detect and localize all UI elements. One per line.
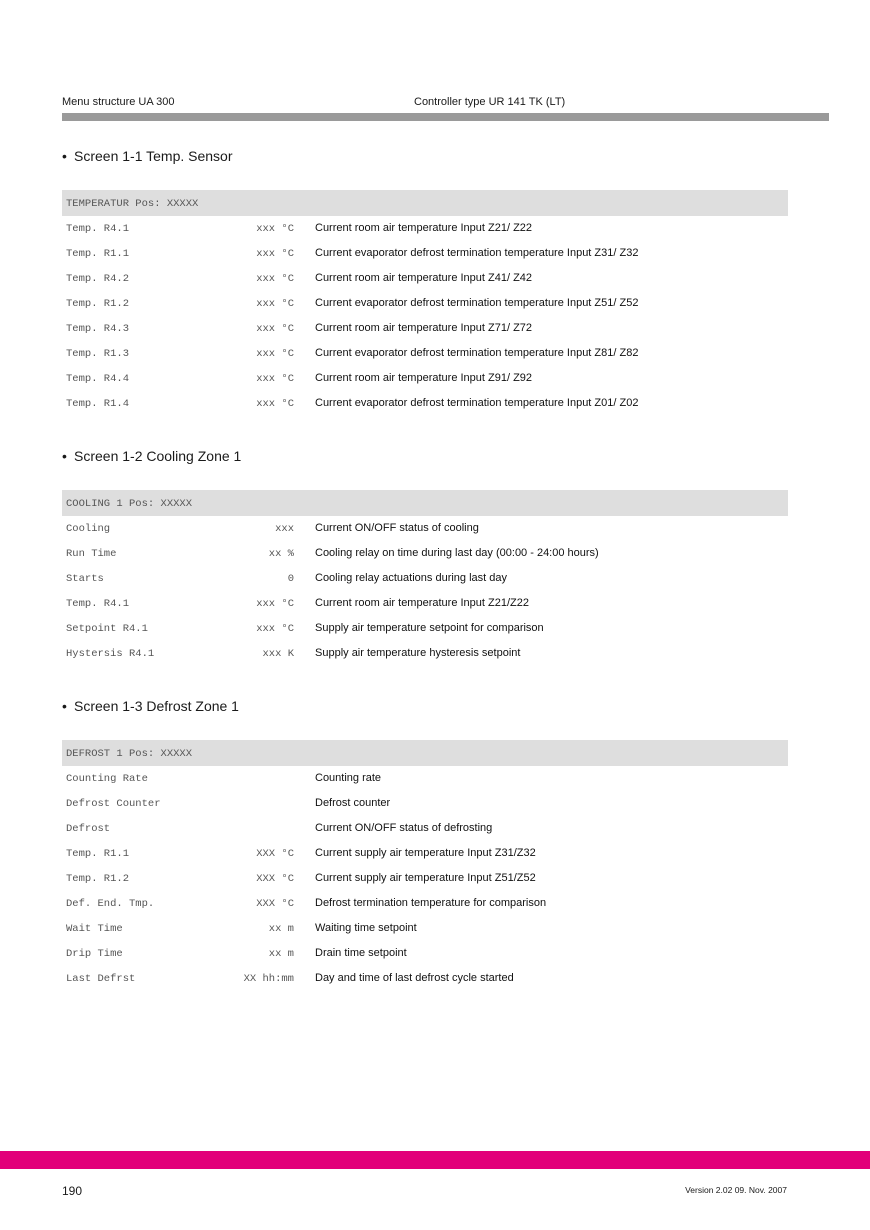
param-description: Current supply air temperature Input Z31/Z32: [315, 847, 536, 859]
param-label: Temp. R1.1: [66, 248, 130, 260]
param-value: xxx: [275, 523, 294, 535]
param-description: Current room air temperature Input Z21/ Z22: [315, 222, 533, 234]
param-description: Supply air temperature setpoint for comparison: [315, 622, 544, 634]
param-value: xxx °C: [256, 348, 294, 360]
param-description: Cooling relay actuations during last day: [315, 572, 508, 584]
table-row: [62, 766, 788, 791]
screen-header: TEMPERATUR Pos: XXXXX: [62, 190, 788, 216]
param-description: Defrost counter: [315, 797, 391, 809]
table-row: [62, 241, 788, 266]
table-row: [62, 516, 788, 541]
section-title-text: Screen 1-1 Temp. Sensor: [74, 148, 233, 164]
param-description: Current supply air temperature Input Z51/Z52: [315, 872, 536, 884]
param-label: Drip Time: [66, 948, 123, 960]
param-description: Current evaporator defrost termination temperature Input Z51/ Z52: [315, 297, 639, 309]
param-description: Current room air temperature Input Z41/ Z42: [315, 272, 533, 284]
section-title-text: Screen 1-2 Cooling Zone 1: [74, 448, 242, 464]
param-label: Temp. R4.1: [66, 223, 130, 235]
bullet-icon: •: [62, 698, 67, 714]
table-row: [62, 541, 788, 566]
param-value: XXX °C: [256, 873, 294, 885]
param-value: XX hh:mm: [243, 973, 294, 985]
screen-header: COOLING 1 Pos: XXXXX: [62, 490, 788, 516]
section-title: [62, 446, 788, 466]
section-title-text: Screen 1-3 Defrost Zone 1: [74, 698, 239, 714]
param-label: Run Time: [66, 548, 117, 560]
table-row: [62, 791, 788, 816]
param-label: Hystersis R4.1: [66, 648, 155, 660]
table-row: [62, 216, 788, 241]
param-label: Setpoint R4.1: [66, 623, 148, 635]
section-temp-sensor: [62, 146, 788, 416]
table-row: [62, 841, 788, 866]
param-description: Current ON/OFF status of defrosting: [315, 822, 493, 834]
header-doc-title: Menu structure UA 300: [62, 96, 175, 108]
param-description: Current evaporator defrost termination temperature Input Z81/ Z82: [315, 347, 639, 359]
header-controller-type: Controller type UR 141 TK (LT): [414, 96, 566, 108]
param-description: Drain time setpoint: [315, 947, 407, 959]
table-row: [62, 291, 788, 316]
param-value: xxx °C: [256, 248, 294, 260]
table-row: [62, 391, 788, 416]
param-description: Current ON/OFF status of cooling: [315, 522, 479, 534]
table-row: [62, 366, 788, 391]
param-value: XXX °C: [256, 848, 294, 860]
param-label: Cooling: [66, 523, 111, 535]
param-label: Def. End. Tmp.: [66, 898, 155, 910]
table-row: [62, 916, 788, 941]
param-value: xxx °C: [256, 273, 294, 285]
param-description: Current evaporator defrost termination temperature Input Z01/ Z02: [315, 397, 639, 409]
param-description: Counting rate: [315, 772, 382, 784]
param-value: xx m: [268, 923, 294, 935]
header-divider: [62, 113, 829, 121]
param-label: Temp. R4.3: [66, 323, 130, 335]
param-value: xxx °C: [256, 373, 294, 385]
table-row: [62, 941, 788, 966]
param-description: Supply air temperature hysteresis setpoint: [315, 647, 521, 659]
table-row: [62, 591, 788, 616]
param-label: Temp. R4.2: [66, 273, 130, 285]
table-row: [62, 816, 788, 841]
param-label: Last Defrst: [66, 973, 136, 985]
param-label: Starts: [66, 573, 104, 585]
param-label: Counting Rate: [66, 773, 148, 785]
param-value: xxx °C: [256, 623, 294, 635]
param-label: Temp. R1.2: [66, 298, 130, 310]
param-description: Cooling relay on time during last day (00:00 - 24:00 hours): [315, 547, 599, 559]
bullet-icon: •: [62, 448, 67, 464]
param-value: xxx °C: [256, 598, 294, 610]
footer-accent-bar: [0, 1151, 870, 1169]
param-label: Temp. R1.3: [66, 348, 130, 360]
page-number: 190: [62, 1184, 83, 1198]
section-cooling-zone: [62, 446, 788, 666]
table-row: [62, 266, 788, 291]
param-value: xx m: [268, 948, 294, 960]
param-value: xxx °C: [256, 323, 294, 335]
param-label: Temp. R4.1: [66, 598, 130, 610]
param-value: XXX °C: [256, 898, 294, 910]
param-value: xxx °C: [256, 298, 294, 310]
param-label: Defrost Counter: [66, 798, 161, 810]
param-value: 0: [287, 573, 294, 585]
param-label: Temp. R4.4: [66, 373, 130, 385]
param-value: xxx °C: [256, 223, 294, 235]
table-row: [62, 341, 788, 366]
param-description: Current evaporator defrost termination temperature Input Z31/ Z32: [315, 247, 639, 259]
param-label: Wait Time: [66, 923, 123, 935]
param-description: Day and time of last defrost cycle started: [315, 972, 514, 984]
table-row: [62, 616, 788, 641]
section-title: [62, 146, 788, 166]
param-description: Defrost termination temperature for comparison: [315, 897, 547, 909]
bullet-icon: •: [62, 148, 67, 164]
section-defrost-zone: [62, 696, 788, 991]
param-value: xx %: [268, 548, 294, 560]
table-row: [62, 866, 788, 891]
param-label: Temp. R1.1: [66, 848, 130, 860]
param-value: xxx °C: [256, 398, 294, 410]
table-row: [62, 566, 788, 591]
screen-header: DEFROST 1 Pos: XXXXX: [62, 740, 788, 766]
table-row: [62, 966, 788, 991]
param-description: Current room air temperature Input Z21/Z22: [315, 597, 529, 609]
param-value: xxx K: [262, 648, 294, 660]
param-label: Temp. R1.2: [66, 873, 130, 885]
table-row: [62, 316, 788, 341]
section-title: [62, 696, 788, 716]
version-date: Version 2.02 09. Nov. 2007: [685, 1185, 787, 1195]
table-row: [62, 641, 788, 666]
param-label: Defrost: [66, 823, 111, 835]
table-row: [62, 891, 788, 916]
param-description: Waiting time setpoint: [315, 922, 417, 934]
param-description: Current room air temperature Input Z71/ Z72: [315, 322, 533, 334]
param-description: Current room air temperature Input Z91/ Z92: [315, 372, 533, 384]
param-label: Temp. R1.4: [66, 398, 130, 410]
